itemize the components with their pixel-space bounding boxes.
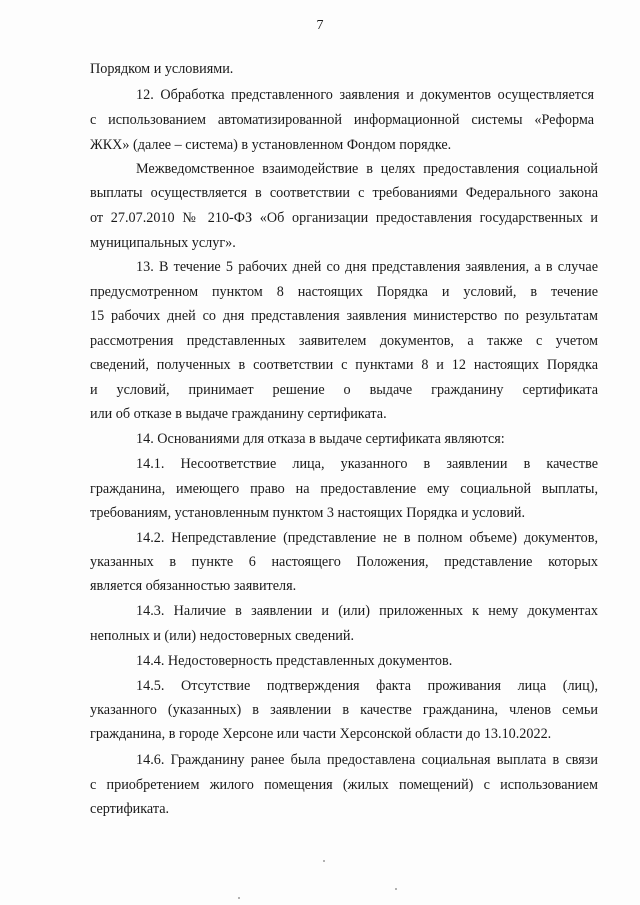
text-line: или об отказе в выдаче гражданину сертификата. [90,406,387,422]
text-line: 14.4. Недостоверность представленных документов. [136,653,453,669]
text-line: 13. В течение 5 рабочих дней со дня представления заявления, а в случае [136,259,598,275]
text-line: сведений, полученных в соответствии с пунктами 8 и 12 настоящих Порядка [90,357,598,373]
scan-speck [323,860,325,862]
text-line: указанного (указанных) в заявлении в качестве гражданина, членов семьи [90,702,598,718]
text-line: указанных в пункте 6 настоящего Положения, представление которых [90,554,598,570]
text-line: неполных и (или) недостоверных сведений. [90,628,355,644]
text-line: с приобретением жилого помещения (жилых помещений) с использованием [90,777,598,793]
page-number: 7 [316,18,324,33]
text-line: Порядком и условиями. [90,61,234,77]
text-line: Межведомственное взаимодействие в целях предоставления социальной [136,161,598,177]
text-line: 14.3. Наличие в заявлении и (или) приложенных к нему документах [136,603,598,619]
text-line: и условий, принимает решение о выдаче гражданину сертификата [90,382,598,398]
text-line: 15 рабочих дней со дня представления заявления министерство по результатам [90,308,598,324]
scan-speck [395,888,397,890]
scan-speck [238,897,240,899]
text-line: с использованием автоматизированной информационной системы «Реформа [90,112,594,128]
text-line: 14.5. Отсутствие подтверждения факта проживания лица (лиц), [136,678,598,694]
text-line: 14.6. Гражданину ранее была предоставлена социальная выплата в связи [136,752,598,768]
text-line: сертификата. [90,801,170,817]
text-line: предусмотренном пунктом 8 настоящих Порядка и условий, в течение [90,284,598,300]
text-line: гражданина, имеющего право на предоставление ему социальной выплаты, [90,481,598,497]
text-line: 14.2. Непредставление (представление не в полном объеме) документов, [136,530,598,546]
text-line: является обязанностью заявителя. [90,578,297,594]
text-line: от 27.07.2010 № 210-ФЗ «Об организации предоставления государственных и [90,210,598,226]
text-line: выплаты осуществляется в соответствии с требованиями Федерального закона [90,185,598,201]
text-line: рассмотрения представленных заявителем документов, а также с учетом [90,333,598,349]
text-line: муниципальных услуг». [90,235,236,251]
text-line: требованиям, установленным пунктом 3 настоящих Порядка и условий. [90,505,526,521]
text-line: 14.1. Несоответствие лица, указанного в заявлении в качестве [136,456,598,472]
text-line: 12. Обработка представленного заявления и документов осуществляется [136,87,594,103]
text-line: ЖКХ» (далее – система) в установленном Фондом порядке. [90,137,452,153]
text-line: 14. Основаниями для отказа в выдаче сертификата являются: [136,431,505,447]
text-line: гражданина, в городе Херсоне или части Херсонской области до 13.10.2022. [90,726,552,742]
